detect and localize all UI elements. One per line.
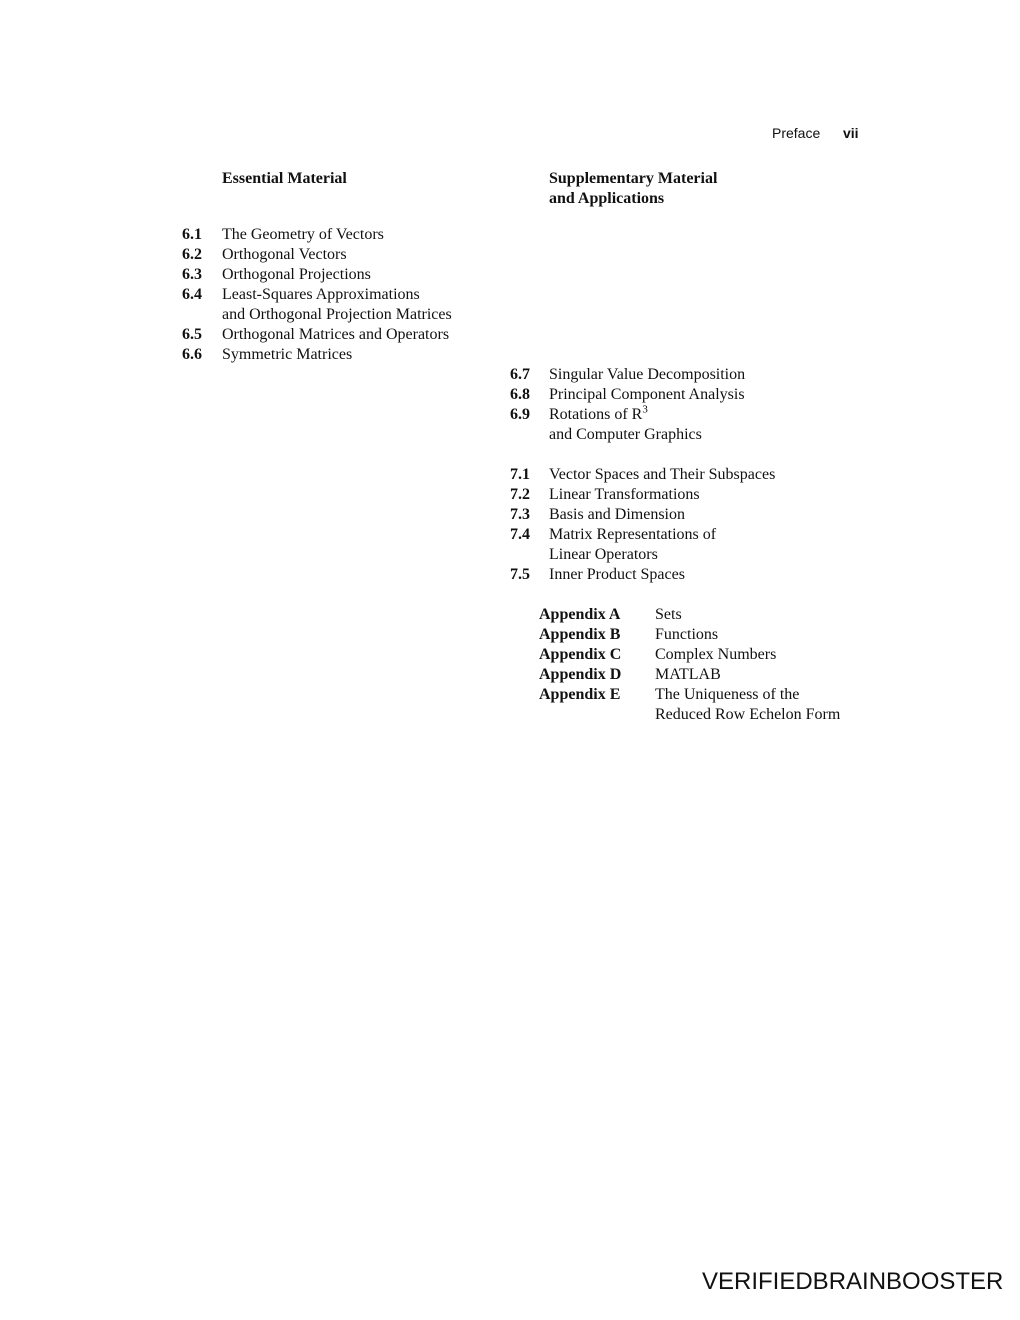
header-title: Preface	[772, 125, 821, 141]
section-number: 7.2	[510, 486, 530, 503]
section-title: Vector Spaces and Their Subspaces	[549, 466, 776, 483]
section-number: 6.7	[510, 366, 530, 383]
appendix-title: The Uniqueness of the	[655, 686, 800, 703]
section-title-text: Rotations of R	[549, 406, 643, 423]
section-title: The Geometry of Vectors	[222, 226, 384, 243]
section-title: Principal Component Analysis	[549, 386, 745, 403]
section-number: 7.5	[510, 566, 530, 583]
section-number: 7.4	[510, 526, 530, 543]
section-number: 6.8	[510, 386, 530, 403]
superscript: 3	[642, 403, 648, 416]
appendix-title-continued: Reduced Row Echelon Form	[655, 706, 841, 723]
section-title: Singular Value Decomposition	[549, 366, 746, 383]
section-title: Orthogonal Vectors	[222, 246, 347, 263]
supplementary-heading-line2: and Applications	[549, 190, 665, 207]
section-title: Linear Transformations	[549, 486, 700, 503]
essential-heading: Essential Material	[222, 170, 347, 187]
section-title: Matrix Representations of	[549, 526, 717, 543]
section-title: Orthogonal Matrices and Operators	[222, 326, 450, 343]
section-number: 6.4	[182, 286, 202, 303]
section-number: 6.9	[510, 406, 530, 423]
watermark: VERIFIEDBRAINBOOSTER	[702, 1268, 1004, 1295]
section-number: 6.1	[182, 226, 202, 243]
section-title: Orthogonal Projections	[222, 266, 371, 283]
section-title: Symmetric Matrices	[222, 346, 353, 363]
appendix-label: Appendix A	[539, 606, 621, 623]
header-page-number: vii	[843, 125, 859, 141]
appendix-label: Appendix C	[539, 646, 622, 663]
section-title-continued: and Computer Graphics	[549, 426, 702, 443]
section-number: 6.3	[182, 266, 202, 283]
section-title: Basis and Dimension	[549, 506, 685, 523]
section-number: 7.3	[510, 506, 530, 523]
section-title-continued: Linear Operators	[549, 546, 658, 563]
supplementary-heading-line1: Supplementary Material	[549, 170, 718, 187]
appendix-title: Complex Numbers	[655, 646, 777, 663]
section-title	[549, 405, 648, 425]
appendix-label: Appendix B	[539, 626, 621, 643]
appendix-label: Appendix D	[539, 666, 622, 683]
section-number: 6.2	[182, 246, 202, 263]
appendix-label: Appendix E	[539, 686, 621, 703]
appendix-title: Sets	[655, 606, 682, 623]
section-title: Inner Product Spaces	[549, 566, 685, 583]
appendix-title: Functions	[655, 626, 719, 643]
section-title-continued: and Orthogonal Projection Matrices	[222, 306, 452, 323]
section-number: 6.5	[182, 326, 202, 343]
appendix-title: MATLAB	[655, 666, 721, 683]
section-number: 7.1	[510, 466, 530, 483]
section-title: Least-Squares Approximations	[222, 286, 420, 303]
section-number: 6.6	[182, 346, 202, 363]
